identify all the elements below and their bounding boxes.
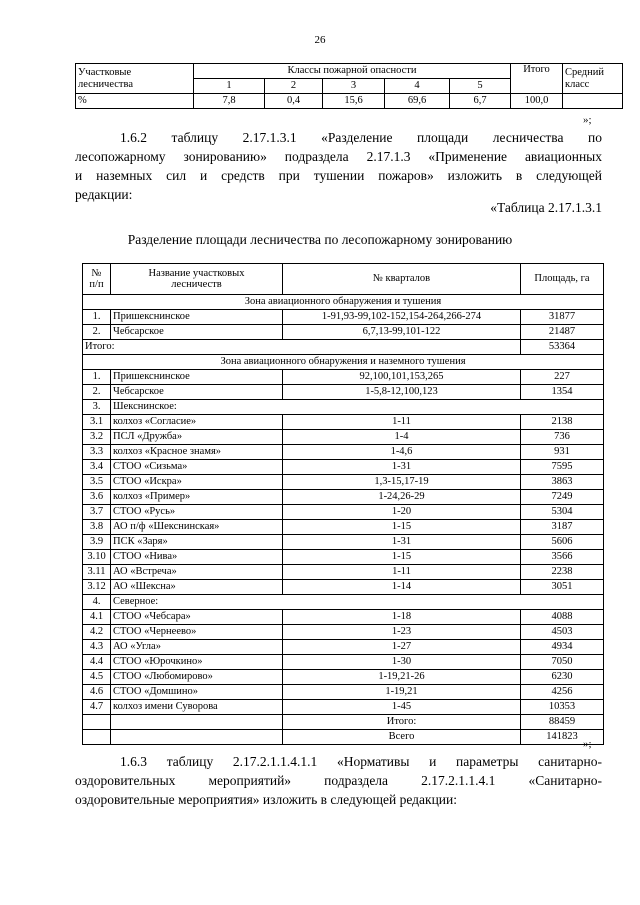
- row-name: АО «Встреча»: [111, 565, 283, 580]
- table-row: [83, 505, 604, 520]
- row-quarters: 1-91,93-99,102-152,154-264,266-274: [283, 310, 521, 325]
- row-quarters: 1-18: [283, 610, 521, 625]
- group-4-num: 4.: [83, 595, 111, 610]
- percent-class-4: 69,6: [385, 94, 450, 109]
- empty-cell: [83, 715, 111, 730]
- row-area: 5606: [521, 535, 604, 550]
- row-area: 7249: [521, 490, 604, 505]
- row-num: 2.: [83, 325, 111, 340]
- top-table-header-classes: Классы пожарной опасности: [194, 64, 511, 79]
- paragraph-1-line: и наземных сил и средств при тушении пожаров» изложить в следующей: [75, 168, 602, 183]
- grand-total-value: 141823: [521, 730, 604, 745]
- zone-1-total-row: [83, 340, 604, 355]
- row-quarters: 1-4: [283, 430, 521, 445]
- header-area: Площадь, га: [521, 264, 604, 295]
- table-row: [83, 625, 604, 640]
- row-quarters: 1-45: [283, 700, 521, 715]
- zone-1-total-value: 53364: [521, 340, 604, 355]
- empty-cell: [111, 715, 283, 730]
- row-name: колхоз «Согласие»: [111, 415, 283, 430]
- table-row: [83, 610, 604, 625]
- group-3-name: Шекснинское:: [111, 400, 604, 415]
- group-row: [83, 595, 604, 610]
- table-row: [83, 370, 604, 385]
- row-name: ПСЛ «Дружба»: [111, 430, 283, 445]
- group-3-num: 3.: [83, 400, 111, 415]
- zone-2-total-value: 88459: [521, 715, 604, 730]
- table-row: [83, 655, 604, 670]
- paragraph-1-line: лесопожарному зонированию» подраздела 2.17.1.3 «Применение авиационных: [75, 149, 602, 164]
- table-row: [83, 700, 604, 715]
- row-name: СТОО «Чернеево»: [111, 625, 283, 640]
- row-name: колхоз имени Суворова: [111, 700, 283, 715]
- row-num: 3.7: [83, 505, 111, 520]
- percent-class-3: 15,6: [323, 94, 385, 109]
- row-name: СТОО «Сизьма»: [111, 460, 283, 475]
- table-row: [83, 640, 604, 655]
- zone-2-total-row: [83, 715, 604, 730]
- closing-quote-1: »;: [583, 114, 592, 126]
- table-row: [83, 445, 604, 460]
- row-num: 2.: [83, 385, 111, 400]
- row-quarters: 1-31: [283, 535, 521, 550]
- row-name: СТОО «Любомирово»: [111, 670, 283, 685]
- row-area: 2138: [521, 415, 604, 430]
- row-num: 3.4: [83, 460, 111, 475]
- table-row: [83, 670, 604, 685]
- row-area: 3566: [521, 550, 604, 565]
- table-row: [83, 430, 604, 445]
- table-row: [83, 325, 604, 340]
- row-num: 4.7: [83, 700, 111, 715]
- row-num: 4.1: [83, 610, 111, 625]
- table-row: [83, 535, 604, 550]
- row-num: 1.: [83, 310, 111, 325]
- row-quarters: 1-5,8-12,100,123: [283, 385, 521, 400]
- row-quarters: 1-15: [283, 550, 521, 565]
- row-num: 3.5: [83, 475, 111, 490]
- top-table-header-forestries: Участковые лесничества: [76, 64, 194, 94]
- row-num: 3.1: [83, 415, 111, 430]
- row-quarters: 1-24,26-29: [283, 490, 521, 505]
- table-row: [83, 685, 604, 700]
- percent-class-1: 7,8: [194, 94, 265, 109]
- row-area: 3187: [521, 520, 604, 535]
- closing-quote-2: »;: [583, 738, 592, 750]
- row-num: 3.9: [83, 535, 111, 550]
- row-area: 736: [521, 430, 604, 445]
- row-num: 4.4: [83, 655, 111, 670]
- row-area: 3051: [521, 580, 604, 595]
- row-name: СТОО «Нива»: [111, 550, 283, 565]
- row-quarters: 1-23: [283, 625, 521, 640]
- row-quarters: 1-15: [283, 520, 521, 535]
- row-area: 3863: [521, 475, 604, 490]
- row-quarters: 92,100,101,153,265: [283, 370, 521, 385]
- table-row: [83, 385, 604, 400]
- row-name: колхоз «Красное знамя»: [111, 445, 283, 460]
- class-header-4: 4: [385, 79, 450, 94]
- percent-row-label: %: [76, 94, 194, 109]
- row-area: 31877: [521, 310, 604, 325]
- row-quarters: 1-19,21-26: [283, 670, 521, 685]
- header-num: № п/п: [83, 264, 111, 295]
- row-name: Чебсарское: [111, 385, 283, 400]
- table-row: [83, 490, 604, 505]
- row-quarters: 1-20: [283, 505, 521, 520]
- page-number: 26: [314, 34, 326, 46]
- class-header-3: 3: [323, 79, 385, 94]
- row-name: ПСК «Заря»: [111, 535, 283, 550]
- row-name: СТОО «Искра»: [111, 475, 283, 490]
- row-area: 6230: [521, 670, 604, 685]
- row-quarters: 1-4,6: [283, 445, 521, 460]
- grand-total-row: [83, 730, 604, 745]
- row-name: АО «Шексна»: [111, 580, 283, 595]
- row-name: СТОО «Русь»: [111, 505, 283, 520]
- table-row: [83, 580, 604, 595]
- zone-1-title: Зона авиационного обнаружения и тушения: [83, 295, 604, 310]
- row-area: 21487: [521, 325, 604, 340]
- row-area: 7050: [521, 655, 604, 670]
- empty-cell: [111, 730, 283, 745]
- row-area: 7595: [521, 460, 604, 475]
- row-name: Пришекснинское: [111, 370, 283, 385]
- table-row: [83, 460, 604, 475]
- zone-2-title: Зона авиационного обнаружения и наземного тушения: [83, 355, 604, 370]
- table-row: [83, 475, 604, 490]
- table-label: «Таблица 2.17.1.3.1: [490, 200, 602, 215]
- row-quarters: 1-19,21: [283, 685, 521, 700]
- percent-total: 100,0: [511, 94, 563, 109]
- row-num: 3.3: [83, 445, 111, 460]
- top-table-header-total: Итого: [511, 64, 563, 94]
- paragraph-2-line: оздоровительные мероприятия» изложить в следующей редакции:: [75, 792, 457, 807]
- row-name: Пришекснинское: [111, 310, 283, 325]
- class-header-1: 1: [194, 79, 265, 94]
- row-num: 3.8: [83, 520, 111, 535]
- empty-cell: [83, 730, 111, 745]
- row-area: 5304: [521, 505, 604, 520]
- paragraph-2: [75, 752, 602, 809]
- row-num: 3.12: [83, 580, 111, 595]
- paragraph-2-line: оздоровительных мероприятий» подраздела 2.17.2.1.1.4.1 «Санитарно-: [75, 773, 602, 788]
- zone-1-total-label: Итого:: [83, 340, 521, 355]
- group-row: [83, 400, 604, 415]
- row-quarters: 1,3-15,17-19: [283, 475, 521, 490]
- row-name: СТОО «Юрочкино»: [111, 655, 283, 670]
- group-4-name: Северное:: [111, 595, 604, 610]
- table-row: [83, 565, 604, 580]
- row-name: АО «Угла»: [111, 640, 283, 655]
- table-row: [83, 550, 604, 565]
- row-num: 1.: [83, 370, 111, 385]
- row-area: 10353: [521, 700, 604, 715]
- row-quarters: 1-11: [283, 415, 521, 430]
- row-name: Чебсарское: [111, 325, 283, 340]
- zone-2-total-label: Итого:: [283, 715, 521, 730]
- row-num: 4.6: [83, 685, 111, 700]
- row-area: 1354: [521, 385, 604, 400]
- class-header-2: 2: [265, 79, 323, 94]
- row-num: 4.2: [83, 625, 111, 640]
- row-quarters: 6,7,13-99,101-122: [283, 325, 521, 340]
- paragraph-1-line: редакции:: [75, 187, 133, 202]
- row-quarters: 1-14: [283, 580, 521, 595]
- row-quarters: 1-30: [283, 655, 521, 670]
- paragraph-1: [75, 128, 602, 204]
- row-area: 4934: [521, 640, 604, 655]
- row-quarters: 1-11: [283, 565, 521, 580]
- row-name: АО п/ф «Шекснинская»: [111, 520, 283, 535]
- top-table-header-average: Средний класс: [563, 64, 623, 94]
- row-name: СТОО «Домшино»: [111, 685, 283, 700]
- row-num: 3.2: [83, 430, 111, 445]
- row-quarters: 1-27: [283, 640, 521, 655]
- row-area: 4503: [521, 625, 604, 640]
- header-quarters: № кварталов: [283, 264, 521, 295]
- row-name: колхоз «Пример»: [111, 490, 283, 505]
- percent-average: [563, 94, 623, 109]
- row-num: 3.6: [83, 490, 111, 505]
- fire-danger-classes-table: [75, 63, 623, 109]
- row-area: 4088: [521, 610, 604, 625]
- table-title: Разделение площади лесничества по лесопожарному зонированию: [127, 232, 513, 247]
- paragraph-2-line: 1.6.3 таблицу 2.17.2.1.1.4.1.1 «Нормативы и параметры санитарно-: [120, 754, 602, 769]
- percent-class-5: 6,7: [450, 94, 511, 109]
- row-num: 3.11: [83, 565, 111, 580]
- row-area: 4256: [521, 685, 604, 700]
- row-area: 931: [521, 445, 604, 460]
- class-header-5: 5: [450, 79, 511, 94]
- grand-total-label: Всего: [283, 730, 521, 745]
- header-name: Название участковых лесничеств: [111, 264, 283, 295]
- forestry-zoning-table: [82, 263, 604, 745]
- row-quarters: 1-31: [283, 460, 521, 475]
- row-num: 4.5: [83, 670, 111, 685]
- percent-class-2: 0,4: [265, 94, 323, 109]
- table-row: [83, 520, 604, 535]
- row-area: 2238: [521, 565, 604, 580]
- table-row: [83, 415, 604, 430]
- table-row: [83, 310, 604, 325]
- row-area: 227: [521, 370, 604, 385]
- row-num: 4.3: [83, 640, 111, 655]
- paragraph-1-line: 1.6.2 таблицу 2.17.1.3.1 «Разделение площади лесничества по: [120, 130, 602, 145]
- row-name: СТОО «Чебсара»: [111, 610, 283, 625]
- row-num: 3.10: [83, 550, 111, 565]
